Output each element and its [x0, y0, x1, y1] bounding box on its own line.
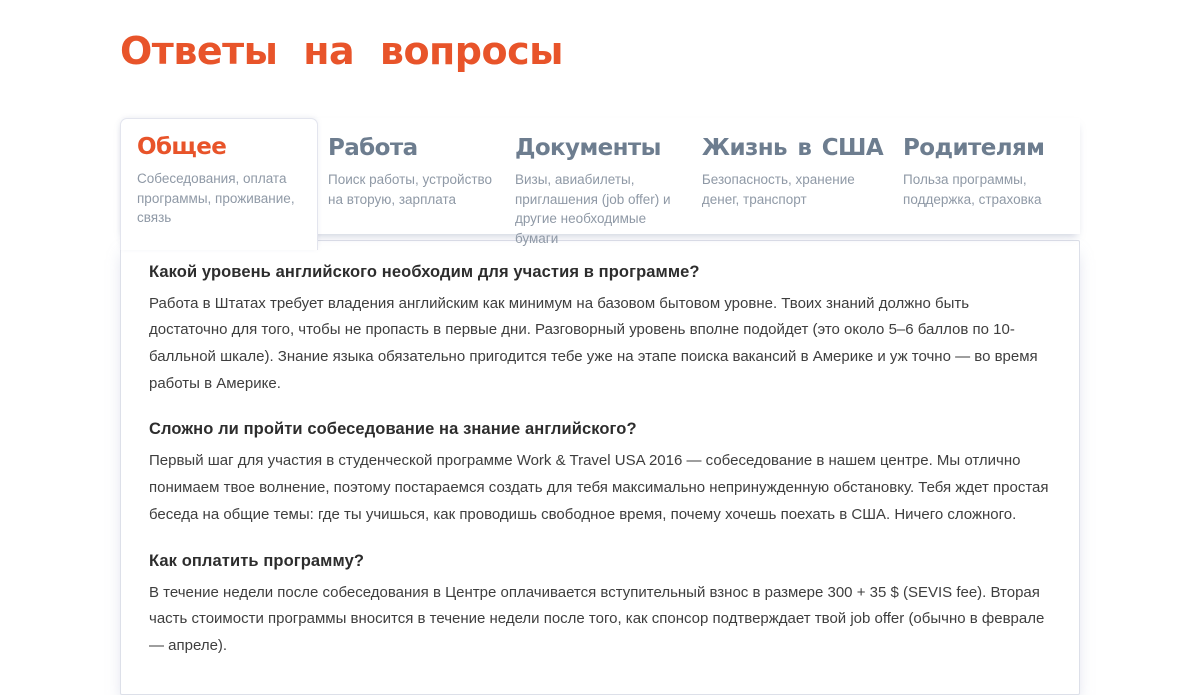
tab-general-label: Общее	[137, 133, 227, 160]
faq-question: Какой уровень английского необходим для участия в программе?	[149, 262, 700, 281]
tab-parents[interactable]	[893, 118, 1080, 234]
tab-documents[interactable]	[505, 118, 692, 246]
tab-life-in-usa[interactable]	[692, 118, 893, 234]
faq-question: Как оплатить программу?	[149, 551, 365, 570]
tab-documents-label: Документы	[514, 134, 661, 161]
tab-parents-description: Польза программы, поддержка, страховка	[903, 171, 1042, 207]
tab-general-description: Собеседования, оплата программы, проживание, связь	[137, 170, 295, 226]
faq-item	[149, 420, 1051, 528]
faq-panel	[120, 240, 1080, 695]
tab-work-label: Работа	[328, 134, 418, 161]
tab-bar	[120, 118, 1080, 246]
faq-answer: Работа в Штатах требует владения английским как минимум на базовом бытовом уровне. Твоих знаний должно быть достаточно для того, чтобы не пропасть в первые дни. Разговорный уровень вполне подойдет (это около 5–6 баллов по 10-балльной шкале). Знание языка обязательно пригодится тебе уже на этапе поиска вакансий в Америке и уж точно — во время работы в Америке.	[149, 294, 1038, 392]
faq-answer: В течение недели после собеседования в Центре оплачивается вступительный взнос в размере 300 + 35 $ (SEVIS fee). Вторая часть стоимости программы вносится в течение недели после того, как спонсор подтверждает твой job offer (обычно в феврале — апреле).	[149, 583, 1045, 654]
tab-general[interactable]	[120, 118, 318, 250]
tab-life-in-usa-description: Безопасность, хранение денег, транспорт	[701, 171, 855, 207]
tab-work[interactable]	[318, 118, 505, 234]
faq-answer: Первый шаг для участия в студенческой программе Work & Travel USA 2016 — собеседование в нашем центре. Мы отлично понимаем твое волнение, поэтому постараемся создать для тебя максимально непринужденную обстановку. Тебя ждет простая беседа на общие темы: где ты учишься, как проводишь свободное время, почему хочешь поехать в США. Ничего сложного.	[149, 452, 1049, 523]
tab-parents-label: Родителям	[903, 134, 1045, 161]
tab-life-in-usa-label: Жизнь в США	[701, 134, 884, 161]
page-title: Ответы на вопросы	[120, 29, 563, 73]
tab-documents-description: Визы, авиабилеты, приглашения (job offer) и другие необходимые бумаги	[514, 171, 671, 246]
tab-work-description: Поиск работы, устройство на вторую, зарплата	[328, 171, 493, 207]
faq-item	[149, 552, 1051, 660]
faq-item	[149, 263, 1051, 398]
faq-question: Сложно ли пройти собеседование на знание английского?	[149, 420, 637, 439]
